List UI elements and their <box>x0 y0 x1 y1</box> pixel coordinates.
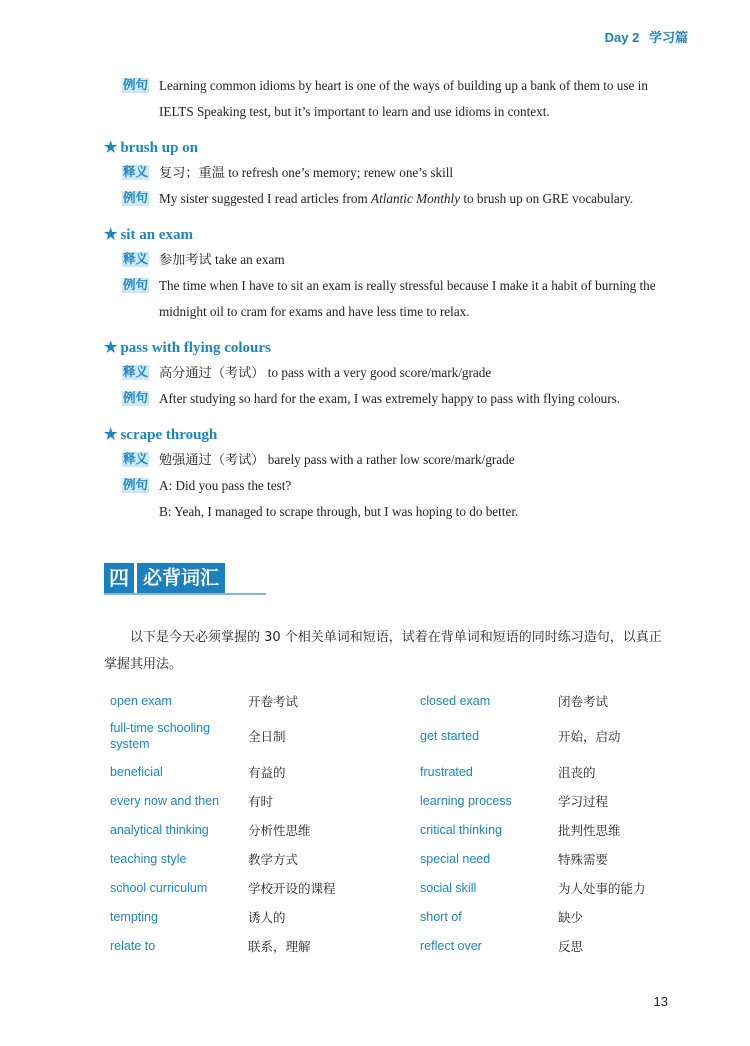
definition-line <box>104 247 684 273</box>
vocab-term: special need <box>420 851 491 866</box>
idiom-heading <box>104 223 684 247</box>
example-line <box>104 186 684 212</box>
running-header <box>605 27 688 46</box>
vocab-row <box>110 686 670 715</box>
vocab-meaning: 全日制 <box>248 729 286 744</box>
example-text: The time when I have to sit an exam is really stressful because I make it a habit of burning the <box>159 278 656 293</box>
vocab-term: learning process <box>420 793 512 808</box>
definition-tag: 释义 <box>123 452 149 466</box>
vocab-meaning: 开始，启动 <box>558 729 621 744</box>
vocab-meaning: 沮丧的 <box>558 764 596 780</box>
vocab-table <box>110 686 670 960</box>
vocab-term: every now and then <box>110 793 220 808</box>
vocab-term: frustrated <box>420 764 473 779</box>
example-line-continued <box>104 299 684 325</box>
definition-tag: 释义 <box>123 165 149 179</box>
section-number: 四 <box>104 563 134 593</box>
star-icon: ★ <box>104 340 118 356</box>
vocab-term: social skill <box>420 880 477 895</box>
example-line <box>104 273 684 299</box>
idiom-content <box>104 73 684 525</box>
example-text: My sister suggested I read articles from <box>159 191 372 206</box>
vocab-term: teaching style <box>110 851 187 866</box>
example-italic-title: Atlantic Monthly <box>371 191 461 206</box>
vocab-meaning: 诱人的 <box>248 909 286 925</box>
vocab-term: open exam <box>110 693 172 708</box>
example-tag: 例句 <box>123 278 149 292</box>
vocab-row <box>110 757 670 786</box>
vocab-meaning: 特殊需要 <box>558 851 609 867</box>
star-icon: ★ <box>104 140 118 156</box>
idiom-heading <box>104 136 684 160</box>
star-icon: ★ <box>104 227 118 243</box>
vocab-row <box>110 844 670 873</box>
example-line <box>104 473 684 499</box>
vocab-meaning: 教学方式 <box>248 851 299 867</box>
section-title: 必背词汇 <box>137 563 225 593</box>
idiom-title: sit an exam <box>120 227 193 243</box>
vocab-term: analytical thinking <box>110 822 209 837</box>
example-text: Learning common idioms by heart is one of the ways of building up a bank of them to use in <box>159 78 648 93</box>
definition-line <box>104 160 684 186</box>
header-day: Day 2 <box>604 30 640 45</box>
idiom-title: scrape through <box>120 427 218 443</box>
idiom-title: pass with flying colours <box>120 340 271 356</box>
example-text: midnight oil to cram for exams and have less time to relax. <box>159 304 470 319</box>
vocab-term: get started <box>420 729 480 743</box>
vocab-term: closed exam <box>420 693 491 708</box>
vocab-term: reflect over <box>420 938 482 953</box>
example-tag: 例句 <box>123 191 149 205</box>
idiom-heading <box>104 336 684 360</box>
definition-tag: 释义 <box>123 365 149 379</box>
idiom-title: brush up on <box>120 140 199 156</box>
example-text: B: Yeah, I managed to scrape through, but I was hoping to do better. <box>159 504 519 519</box>
vocab-row <box>110 931 670 960</box>
banner-underline <box>104 593 266 595</box>
vocab-row <box>110 873 670 902</box>
idiom-heading <box>104 423 684 447</box>
vocab-term: tempting <box>110 909 158 924</box>
example-text: A: Did you pass the test? <box>159 478 292 493</box>
example-text: IELTS Speaking test, but it’s important to learn and use idioms in context. <box>159 104 550 119</box>
page-number: 13 <box>653 994 668 1009</box>
vocab-meaning: 联系，理解 <box>248 938 311 954</box>
vocab-meaning: 开卷考试 <box>248 693 299 709</box>
example-text: to brush up on GRE vocabulary. <box>460 191 634 206</box>
vocab-row <box>110 815 670 844</box>
example-line <box>104 73 684 99</box>
vocab-meaning: 为人处事的能力 <box>558 880 646 896</box>
example-tag: 例句 <box>123 391 149 405</box>
vocab-meaning: 有益的 <box>248 764 286 780</box>
vocab-meaning: 学习过程 <box>558 793 609 809</box>
definition-tag: 释义 <box>123 252 149 266</box>
definition-text: 勉强通过（考试） barely pass with a rather low score/mark/grade <box>159 452 515 467</box>
section-intro: 以下是今天必须掌握的 30 个相关单词和短语，试着在背单词和短语的同时练习造句，以真正掌握其用法。 <box>104 630 662 672</box>
vocab-term: school curriculum <box>110 880 208 895</box>
vocab-term: beneficial <box>110 764 163 779</box>
definition-text: 参加考试 take an exam <box>159 252 285 267</box>
star-icon: ★ <box>104 427 118 443</box>
definition-text: 高分通过（考试） to pass with a very good score/mark/grade <box>159 365 492 380</box>
vocab-meaning: 批判性思维 <box>558 822 621 838</box>
vocab-meaning: 闭卷考试 <box>558 693 609 709</box>
vocab-row <box>110 786 670 815</box>
vocab-row <box>110 715 670 757</box>
vocab-term: critical thinking <box>420 822 502 837</box>
example-line-continued <box>104 499 684 525</box>
definition-line <box>104 360 684 386</box>
vocab-term: relate to <box>110 938 156 953</box>
vocab-meaning: 学校开设的课程 <box>248 880 336 896</box>
definition-line <box>104 447 684 473</box>
header-section: 学习篇 <box>648 30 688 45</box>
example-line-continued <box>104 99 684 125</box>
example-tag: 例句 <box>123 478 149 492</box>
vocab-term: short of <box>420 909 462 924</box>
example-text: After studying so hard for the exam, I was extremely happy to pass with flying colours. <box>159 391 621 406</box>
vocab-meaning: 有时 <box>248 793 274 809</box>
vocab-term: full-time schooling system <box>110 721 211 751</box>
example-tag: 例句 <box>123 78 149 92</box>
vocab-meaning: 分析性思维 <box>248 822 311 838</box>
vocab-meaning: 反思 <box>558 938 584 954</box>
definition-text: 复习；重温 to refresh one’s memory; renew one’s skill <box>159 165 454 180</box>
example-line <box>104 386 684 412</box>
vocab-meaning: 缺少 <box>558 909 584 925</box>
vocab-row <box>110 902 670 931</box>
